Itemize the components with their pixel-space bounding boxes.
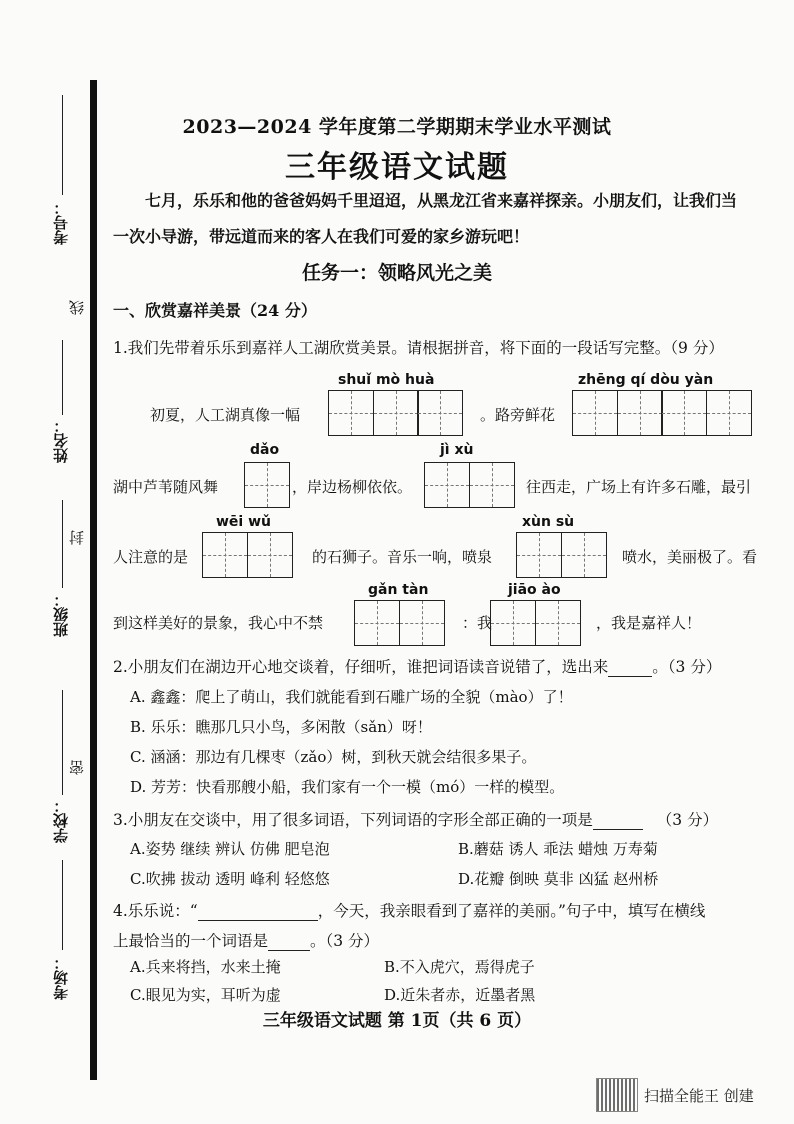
page-footer: 三年级语文试题 第 1页（共 6 页） bbox=[262, 1011, 532, 1031]
mark-feng: 封 bbox=[68, 530, 86, 545]
q4-text-b: ，今天，我亲眼看到了嘉祥的美丽。”句子中，填写在横线 bbox=[317, 902, 706, 920]
q1-text-9: 到这样美好的景象，我心中不禁 bbox=[113, 614, 324, 632]
q1-text-6: 人注意的是 bbox=[113, 548, 189, 566]
q4-answer-blank[interactable] bbox=[268, 932, 310, 951]
subject-title: 三年级语文试题 bbox=[285, 150, 509, 185]
answer-grid-7[interactable] bbox=[354, 600, 443, 646]
mark-mi: 密 bbox=[68, 760, 86, 775]
q2-option-a: A. 鑫鑫：爬上了萌山，我们就能看到石雕广场的全貌（mào）了！ bbox=[130, 688, 573, 706]
mark-xian: 线 bbox=[68, 300, 86, 315]
q1-text-10: ：我 bbox=[462, 614, 493, 632]
q4-option-b: B.不入虎穴，焉得虎子 bbox=[384, 958, 535, 976]
pinyin-7: gǎn tàn bbox=[368, 582, 429, 598]
answer-grid-3[interactable] bbox=[244, 462, 289, 508]
answer-grid-6[interactable] bbox=[516, 532, 605, 578]
label-kaohao: 考号： bbox=[52, 200, 70, 245]
exam-title: 2023—2024 学年度第二学期期末学业水平测试 bbox=[182, 116, 612, 138]
q2-option-d: D. 芳芳：快看那艘小船，我们家有一个一模（mó）一样的模型。 bbox=[130, 778, 565, 796]
pinyin-3: dǎo bbox=[250, 442, 280, 458]
binding-strip bbox=[90, 80, 97, 1080]
label-xuexiao: 学校： bbox=[52, 798, 70, 843]
q3-stem bbox=[113, 808, 718, 830]
q3-option-c: C.吹拂 拔动 透明 峰利 轻悠悠 bbox=[130, 870, 330, 888]
q3-option-d: D.花瓣 倒映 莫非 凶猛 赵州桥 bbox=[458, 870, 659, 888]
q3-option-b: B.蘑菇 诱人 乖法 蜡烛 万寿菊 bbox=[458, 840, 658, 858]
qr-code-icon bbox=[596, 1078, 638, 1112]
q4-quote-blank[interactable] bbox=[198, 902, 318, 921]
line-xuexiao bbox=[62, 690, 63, 795]
q2-option-b: B. 乐乐：瞧那几只小鸟，多闲散（sǎn）呀！ bbox=[130, 718, 432, 736]
line-banji bbox=[62, 500, 63, 588]
label-kaochang: 考场： bbox=[52, 955, 70, 1000]
q1-stem: 1.我们先带着乐乐到嘉祥人工湖欣赏美景。请根据拼音，将下面的一段话写完整。（9 分） bbox=[113, 339, 724, 357]
q4-line-1 bbox=[113, 899, 705, 921]
section-heading: 一、欣赏嘉祥美景（24 分） bbox=[113, 301, 317, 320]
q1-text-11: ，我是嘉祥人！ bbox=[596, 614, 702, 632]
q1-text-3: 湖中芦苇随风舞 bbox=[113, 478, 219, 496]
q4-option-d: D.近朱者赤，近墨者黑 bbox=[384, 986, 536, 1004]
pinyin-6: xùn sù bbox=[522, 514, 575, 530]
q3-score: （3 分） bbox=[656, 811, 719, 829]
q2-stem-text: 2.小朋友们在湖边开心地交谈着，仔细听，谁把词语读音说错了，选出来 bbox=[113, 658, 609, 676]
q2-option-c: C. 涵涵：那边有几棵枣（zǎo）树，到秋天就会结很多果子。 bbox=[130, 748, 537, 766]
q3-answer-blank[interactable] bbox=[593, 811, 643, 830]
q1-text-7: 的石狮子。音乐一响，喷泉 bbox=[312, 548, 493, 566]
q4-line-2 bbox=[113, 929, 379, 951]
q2-stem bbox=[113, 655, 721, 677]
scanner-watermark bbox=[596, 1078, 754, 1112]
q1-text-4: ，岸边杨柳依依。 bbox=[292, 478, 413, 496]
answer-grid-5[interactable] bbox=[202, 532, 291, 578]
pinyin-4: jì xù bbox=[440, 442, 474, 458]
q3-option-a: A.姿势 继续 辨认 仿佛 肥皂泡 bbox=[130, 840, 330, 858]
intro-line-2: 一次小导游，带远道而来的客人在我们可爱的家乡游玩吧！ bbox=[113, 227, 530, 246]
scanner-text: 扫描全能王 创建 bbox=[644, 1086, 754, 1105]
label-xingming: 姓名： bbox=[52, 418, 70, 463]
task-heading: 任务一：领略风光之美 bbox=[301, 262, 492, 284]
answer-grid-2[interactable] bbox=[572, 390, 750, 436]
line-xingming bbox=[62, 340, 63, 415]
label-banji: 班级： bbox=[52, 592, 70, 637]
pinyin-8: jiāo ào bbox=[508, 582, 561, 598]
q4-option-a: A.兵来将挡，水来土掩 bbox=[130, 958, 281, 976]
q2-score: 。（3 分） bbox=[652, 658, 722, 676]
q4-option-c: C.眼见为实，耳听为虚 bbox=[130, 986, 281, 1004]
intro-line-1: 七月，乐乐和他的爸爸妈妈千里迢迢，从黑龙江省来嘉祥探亲。小朋友们，让我们当 bbox=[145, 191, 738, 210]
q4-text-a: 4.乐乐说：“ bbox=[113, 902, 198, 920]
q3-stem-text: 3.小朋友在交谈中，用了很多词语，下列词语的字形全部正确的一项是 bbox=[113, 811, 593, 829]
pinyin-2: zhēng qí dòu yàn bbox=[578, 372, 714, 388]
line-kaochang bbox=[62, 860, 63, 950]
q4-score: 。（3 分） bbox=[310, 932, 380, 950]
q1-text-1: 初夏，人工湖真像一幅 bbox=[150, 406, 301, 424]
q2-answer-blank[interactable] bbox=[608, 658, 652, 677]
pinyin-1: shuǐ mò huà bbox=[338, 372, 435, 388]
q1-text-5: 往西走，广场上有许多石雕，最引 bbox=[526, 478, 752, 496]
q1-text-2: 。路旁鲜花 bbox=[480, 406, 556, 424]
answer-grid-8[interactable] bbox=[490, 600, 579, 646]
q4-text-c: 上最恰当的一个词语是 bbox=[113, 932, 269, 950]
pinyin-5: wēi wǔ bbox=[216, 514, 272, 530]
answer-grid-4[interactable] bbox=[424, 462, 513, 508]
q1-text-8: 喷水，美丽极了。看 bbox=[622, 548, 758, 566]
answer-grid-1[interactable] bbox=[328, 390, 462, 436]
